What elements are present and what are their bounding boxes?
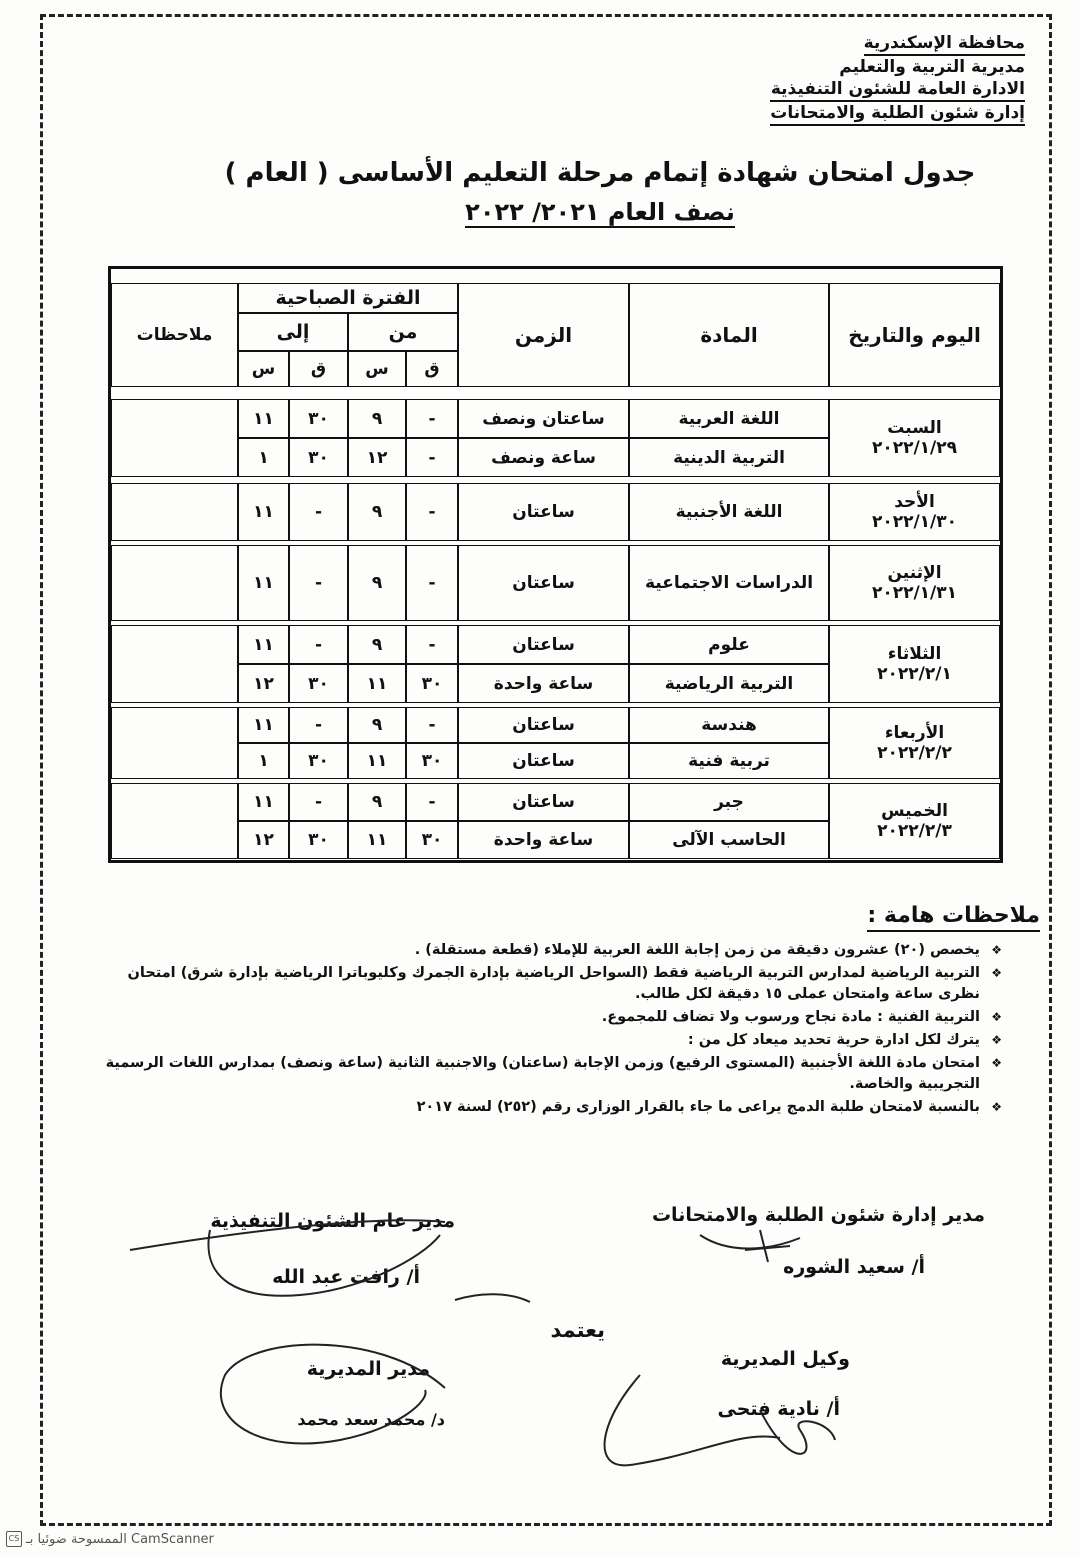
day-name: الأحد xyxy=(894,492,935,512)
from-hour-cell: ١١ xyxy=(348,743,406,779)
header-to: إلى xyxy=(238,313,348,351)
subject-cell: التربية الدينية xyxy=(629,438,829,477)
day-name: الثلاثاء xyxy=(887,644,942,664)
page-title: جدول امتحان شهادة إتمام مرحلة التعليم الأساسى ( العام ) xyxy=(224,158,976,188)
subject-cell: علوم xyxy=(629,625,829,664)
from-hour-cell: ٩ xyxy=(348,625,406,664)
from-minute-cell: - xyxy=(406,625,458,664)
from-hour-cell: ١١ xyxy=(348,664,406,703)
header-to-hour: س xyxy=(238,351,289,387)
header-directorate: مديرية التربية والتعليم xyxy=(839,57,1025,77)
note-item: ❖ امتحان مادة اللغة الأجنبية (المستوى الرفيع) وزمن الإجابة (ساعتان) والاجنبية الثانية (ساعة ونصف) بمدارس اللغات الرسمية التجريبية والخاصة. xyxy=(82,1053,1002,1095)
header-duration: الزمن xyxy=(458,283,629,387)
day-date: ٢٠٢٢/٢/١ xyxy=(877,664,952,684)
subject-cell: تربية فنية xyxy=(629,743,829,779)
header-from-minute: ق xyxy=(406,351,458,387)
from-minute-cell: - xyxy=(406,483,458,541)
approve-label: يعتمد xyxy=(550,1318,605,1342)
from-hour-cell: ٩ xyxy=(348,399,406,438)
note-item: ❖ التربية الرياضية لمدارس التربية الرياضية فقط (السواحل الرياضية بإدارة الجمرك وكليوباترا الرياضية بإدارة شرق) امتحان نظرى ساعة وامتحان عملى ١٥ دقيقة لكل طالب. xyxy=(82,963,1002,1005)
to-hour-cell: ١١ xyxy=(238,707,289,743)
to-hour-cell: ١٢ xyxy=(238,664,289,703)
deputy-name: أ/ نادية فتحى xyxy=(717,1398,840,1420)
from-minute-cell: ٣٠ xyxy=(406,821,458,859)
subject-cell: التربية الرياضية xyxy=(629,664,829,703)
subject-cell: اللغة الأجنبية xyxy=(629,483,829,541)
scanner-text: الممسوحة ضوئيا بـ CamScanner xyxy=(26,1531,214,1547)
from-minute-cell: - xyxy=(406,707,458,743)
to-minute-cell: - xyxy=(289,707,348,743)
notes-title: ملاحظات هامة : xyxy=(867,903,1040,932)
signature-left-name: أ/ رافت عبد الله xyxy=(272,1266,420,1288)
note-item: ❖ يخصص (٢٠) عشرون دقيقة من زمن إجابة اللغة العربية للإملاء (قطعة مستقلة) . xyxy=(82,940,1002,961)
from-minute-cell: - xyxy=(406,438,458,477)
duration-cell: ساعتان xyxy=(458,783,629,821)
to-minute-cell: - xyxy=(289,625,348,664)
subject-cell: جبر xyxy=(629,783,829,821)
day-name: الأربعاء xyxy=(884,723,945,743)
to-hour-cell: ١١ xyxy=(238,625,289,664)
day-name: السبت xyxy=(887,418,942,438)
to-hour-cell: ١ xyxy=(238,438,289,477)
header-subject: المادة xyxy=(629,283,829,387)
to-minute-cell: ٣٠ xyxy=(289,821,348,859)
duration-cell: ساعتان xyxy=(458,545,629,621)
from-hour-cell: ٩ xyxy=(348,707,406,743)
note-item: ❖ بالنسبة لامتحان طلبة الدمج يراعى ما جاء بالقرار الوزارى رقم (٢٥٢) لسنة ٢٠١٧ xyxy=(82,1097,1002,1118)
from-minute-cell: - xyxy=(406,545,458,621)
day-date: ٢٠٢٢/١/٣٠ xyxy=(871,512,958,532)
from-hour-cell: ٩ xyxy=(348,545,406,621)
subject-cell: اللغة العربية xyxy=(629,399,829,438)
subject-cell: الحاسب الآلى xyxy=(629,821,829,859)
header-notes: ملاحظات xyxy=(111,283,238,387)
signature-scribble-left xyxy=(130,1220,445,1295)
header-governorate: محافظة الإسكندرية xyxy=(864,32,1025,56)
from-hour-cell: ٩ xyxy=(348,483,406,541)
signature-right-name: أ/ سعيد الشوره xyxy=(783,1256,925,1278)
signature-scribble-right xyxy=(700,1230,800,1262)
from-minute-cell: - xyxy=(406,399,458,438)
to-hour-cell: ١٢ xyxy=(238,821,289,859)
duration-cell: ساعة واحدة xyxy=(458,664,629,703)
subject-cell: هندسة xyxy=(629,707,829,743)
day-date: ٢٠٢٢/١/٢٩ xyxy=(871,438,958,458)
subject-cell: الدراسات الاجتماعية xyxy=(629,545,829,621)
from-minute-cell: ٣٠ xyxy=(406,743,458,779)
director-name: د/ محمد سعد محمد xyxy=(297,1410,445,1429)
from-hour-cell: ٩ xyxy=(348,783,406,821)
to-minute-cell: ٣٠ xyxy=(289,743,348,779)
header-day-date: اليوم والتاريخ xyxy=(829,283,1000,387)
header-to-minute: ق xyxy=(289,351,348,387)
duration-cell: ساعة ونصف xyxy=(458,438,629,477)
day-date: ٢٠٢٢/١/٣١ xyxy=(871,583,958,603)
signature-left-title: مدير عام الشئون التنفيذية xyxy=(210,1210,455,1232)
signature-scribble-approve xyxy=(455,1294,530,1302)
day-name: الخميس xyxy=(881,801,948,821)
day-date: ٢٠٢٢/٢/٣ xyxy=(877,821,952,841)
director-title: مدير المديرية xyxy=(306,1358,430,1380)
signature-right-title: مدير إدارة شئون الطلبة والامتحانات xyxy=(651,1204,985,1226)
to-minute-cell: ٣٠ xyxy=(289,438,348,477)
to-minute-cell: - xyxy=(289,545,348,621)
to-minute-cell: ٣٠ xyxy=(289,399,348,438)
to-hour-cell: ١١ xyxy=(238,545,289,621)
signature-scribble-director xyxy=(221,1345,445,1444)
duration-cell: ساعتان xyxy=(458,743,629,779)
to-minute-cell: - xyxy=(289,783,348,821)
to-hour-cell: ١١ xyxy=(238,783,289,821)
day-date: ٢٠٢٢/٢/٢ xyxy=(877,743,952,763)
to-hour-cell: ١١ xyxy=(238,399,289,438)
scanner-footer xyxy=(6,1531,214,1547)
duration-cell: ساعتان xyxy=(458,483,629,541)
from-minute-cell: - xyxy=(406,783,458,821)
to-hour-cell: ١١ xyxy=(238,483,289,541)
subtitle-text: نصف العام ٢٠٢١/ ٢٠٢٢ xyxy=(465,198,735,226)
to-minute-cell: ٣٠ xyxy=(289,664,348,703)
camscanner-icon: CS xyxy=(6,1531,22,1547)
from-minute-cell: ٣٠ xyxy=(406,664,458,703)
from-hour-cell: ١٢ xyxy=(348,438,406,477)
header-morning-period: الفترة الصباحية xyxy=(238,283,458,313)
header-from: من xyxy=(348,313,458,351)
duration-cell: ساعتان xyxy=(458,707,629,743)
header-department: إدارة شئون الطلبة والامتحانات xyxy=(770,100,1025,126)
from-hour-cell: ١١ xyxy=(348,821,406,859)
header-general-admin: الادارة العامة للشئون التنفيذية xyxy=(770,79,1025,99)
duration-cell: ساعتان ونصف xyxy=(458,399,629,438)
day-name: الإثنين xyxy=(887,563,942,583)
duration-cell: ساعتان xyxy=(458,625,629,664)
signature-scribble-deputy xyxy=(605,1375,835,1465)
note-item: ❖ يترك لكل ادارة حرية تحديد ميعاد كل من : xyxy=(82,1030,1002,1051)
duration-cell: ساعة واحدة xyxy=(458,821,629,859)
note-item: ❖ التربية الفنية : مادة نجاح ورسوب ولا تضاف للمجموع. xyxy=(82,1007,1002,1028)
deputy-title: وكيل المديرية xyxy=(720,1348,850,1370)
header-from-hour: س xyxy=(348,351,406,387)
to-minute-cell: - xyxy=(289,483,348,541)
to-hour-cell: ١ xyxy=(238,743,289,779)
